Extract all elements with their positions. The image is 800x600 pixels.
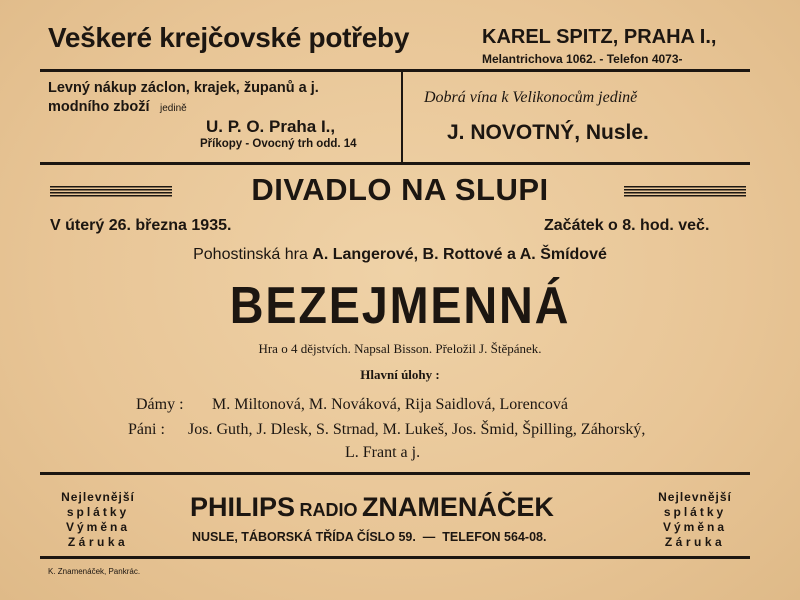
side-line: Záruka [67, 535, 129, 549]
radio-brand-line [190, 492, 554, 523]
side-line: Výměna [65, 520, 131, 534]
ladies-cast: M. Miltonová, M. Nováková, Rija Saidlová, Lorencová [212, 396, 568, 413]
top-left-headline: Veškeré krejčovské potřeby [48, 22, 410, 53]
decorative-lines-right [624, 186, 746, 198]
side-line: Výměna [662, 520, 728, 534]
roles-heading: Hlavní úlohy : [360, 367, 440, 382]
left-ad-line1: Levný nákup záclon, krajek, županů a j. [48, 80, 319, 96]
bottom-rule [40, 556, 750, 559]
left-ad-address: Příkopy - Ovocný trh odd. 14 [200, 138, 357, 150]
printer-credit: K. Znamenáček, Pankrác. [48, 567, 141, 576]
top-right-name: KAREL SPITZ, PRAHA I., [482, 26, 717, 48]
side-line: splátky [663, 505, 727, 519]
gents-cast-cont: L. Frant a j. [345, 444, 421, 461]
play-title: BEZEJMENNÁ [229, 277, 571, 335]
gents-label: Páni : [128, 421, 165, 438]
start-time: Začátek o 8. hod. več. [544, 217, 710, 234]
guest-names: A. Langerové, B. Rottové a A. Šmídové [312, 246, 607, 263]
program-top-rule [40, 162, 750, 165]
decorative-lines-left [50, 186, 172, 198]
bottom-ad-top-rule [40, 472, 750, 475]
theatre-name: DIVADLO NA SLUPI [251, 172, 549, 207]
left-ad-company: U. P. O. Praha I., [206, 117, 336, 136]
right-ad-name: J. NOVOTNÝ, Nusle. [447, 121, 649, 144]
side-line: Záruka [664, 535, 726, 549]
brand-philips: PHILIPS [190, 492, 296, 522]
side-line: Nejlevnější [658, 490, 732, 504]
guest-line [0, 246, 800, 264]
side-line: splátky [66, 505, 130, 519]
brand-radio: RADIO [299, 500, 358, 520]
top-right-address: Melantrichova 1062. - Telefon 4073- [482, 52, 683, 66]
play-subtitle: Hra o 4 dějstvích. Napsal Bisson. Přeložil J. Štěpánek. [258, 341, 542, 356]
performance-date: V úterý 26. března 1935. [50, 217, 232, 234]
side-line: Nejlevnější [61, 490, 135, 504]
gents-cast: Jos. Guth, J. Dlesk, S. Strnad, M. Lukeš, Jos. Šmid, Špilling, Záhorský, [188, 421, 646, 438]
bottom-left-side-block [48, 490, 148, 550]
top-rule [40, 69, 750, 72]
brand-znamenacek: ZNAMENÁČEK [361, 492, 554, 522]
ladies-label: Dámy : [136, 396, 184, 413]
right-ad-tagline: Dobrá vína k Velikonocům jedině [424, 89, 638, 106]
mid-vertical-divider [401, 69, 403, 162]
left-ad-only: jedině [160, 103, 187, 114]
radio-address: NUSLE, TÁBORSKÁ TŘÍDA ČÍSLO 59. — TELEFON 564-08. [192, 530, 547, 544]
guest-prefix: Pohostinská hra [193, 246, 308, 263]
bottom-right-side-block [645, 490, 745, 550]
left-ad-line2: modního zboží [48, 99, 150, 115]
